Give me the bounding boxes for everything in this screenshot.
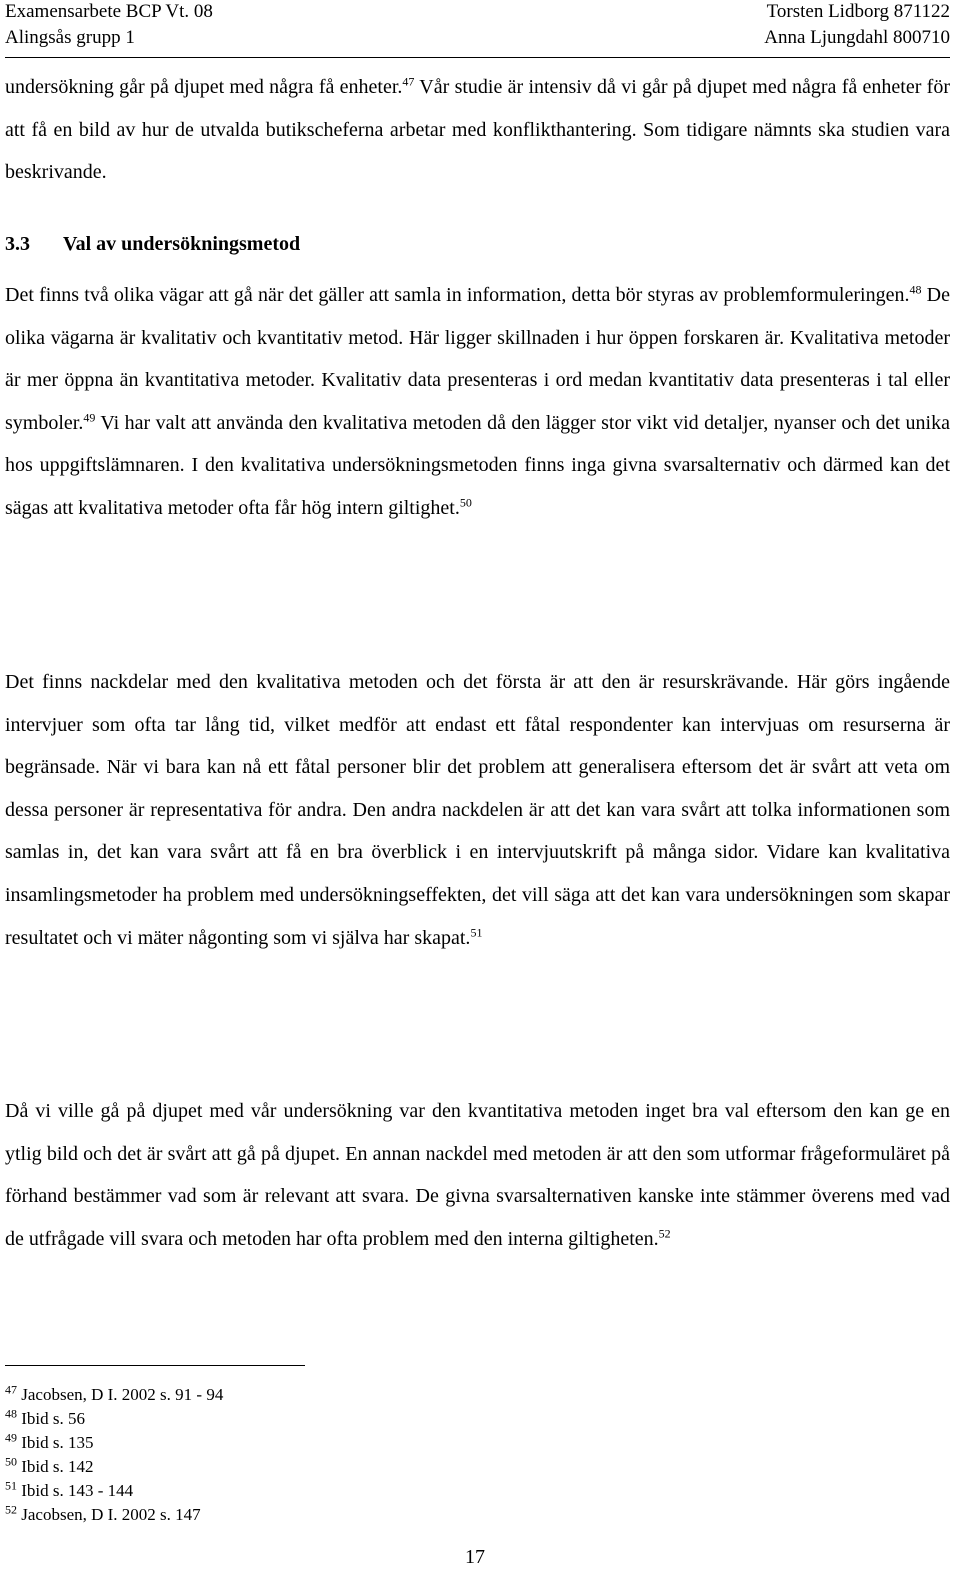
footnote: $^{52}$ Jacobsen, D I. 2002 s. 147 <box>5 1502 201 1524</box>
section-heading <box>5 226 300 262</box>
page-number: 17 <box>465 1546 485 1568</box>
header-divider <box>5 57 950 58</box>
footnote: $^{51}$ Ibid s. 143 - 144 <box>5 1478 134 1500</box>
header-course: Examensarbete BCP Vt. 08 <box>5 1 213 22</box>
paragraph-qualitative-drawbacks <box>5 661 950 959</box>
footnote-ref-48: 48 <box>909 282 922 297</box>
para1-text-1: Det finns två olika vägar att gå när det gäller att samla in information, detta bör styras av problemformuleringen. <box>5 284 910 306</box>
footnote: $^{49}$ Ibid s. 135 <box>5 1430 94 1452</box>
intro-paragraph <box>5 66 950 194</box>
header-author-1: Torsten Lidborg 871122 <box>766 1 950 22</box>
para1-text-2: De olika vägarna är kvalitativ och kvantitativ metod. Här ligger skillnaden i hur öppen forskaren är. Kvalitativa metoder är mer öppna än kvantitativa metoder. Kvalitativ data presenteras i ord medan kvantitativ data presenteras i tal eller symboler. <box>5 284 950 434</box>
intro-text-2: Vår studie är intensiv då vi går på djupet med några få enheter för att få en bild av hur de utvalda butikscheferna arbetar med konflikthantering. Som tidigare nämnts ska studien vara beskrivande. <box>5 76 950 184</box>
footnote-divider <box>5 1365 305 1366</box>
footnotes <box>5 1383 223 1527</box>
para2-text-1: Det finns nackdelar med den kvalitativa metoden och det första är att den är resurskrävande. Här görs ingående intervjuer som ofta tar lång tid, vilket medför att endast ett fåtal respondenter kan intervjuas om resurserna är begränsade. När vi bara kan nå ett fåtal personer blir det problem att generalisera eftersom det är svårt att veta om dessa personer är representativa för andra. Den andra nackdelen är att det kan vara svårt att tolka informationen som samlas in, det kan vara svårt att få en bra överblick i en intervjuutskrift på många sidor. Vidare kan kvalitativa insamlingsmetoder ha problem med undersökningseffekten, det vill säga att det kan vara undersökningen som skapar resultatet och vi mäter någonting som vi själva har skapat. <box>5 671 950 949</box>
para3-text-1: Då vi ville gå på djupet med vår undersökning var den kvantitativa metoden inget bra val eftersom den kan ge en ytlig bild och det är svårt att gå på djupet. En annan nackdel med metoden är att den som utformar frågeformuläret på förhand bestämmer vad som är relevant att svara. De givna svarsalternativen kanske inte stämmer överens med vad de utfrågade vill svara och metoden har ofta problem med den interna giltigheten. <box>5 1100 950 1250</box>
section-title: Val av undersökningsmetod <box>63 233 301 255</box>
header-group: Alingsås grupp 1 <box>5 27 135 48</box>
footnote: $^{47}$ Jacobsen, D I. 2002 s. 91 - 94 <box>5 1382 224 1404</box>
footnote-ref-51: 51 <box>470 924 483 939</box>
footnote-ref-49: 49 <box>83 410 96 425</box>
paragraph-method-choice <box>5 274 950 530</box>
header-author-2: Anna Ljungdahl 800710 <box>764 27 950 48</box>
footnote-ref-52: 52 <box>658 1226 671 1241</box>
paragraph-quantitative-drawbacks <box>5 1090 950 1260</box>
intro-text-1: undersökning går på djupet med några få enheter. <box>5 76 403 98</box>
section-number: 3.3 <box>5 233 30 255</box>
footnote-ref-50: 50 <box>459 495 472 510</box>
footnote: $^{50}$ Ibid s. 142 <box>5 1454 94 1476</box>
footnote: $^{48}$ Ibid s. 56 <box>5 1406 85 1428</box>
para1-text-3: Vi har valt att använda den kvalitativa metoden då den lägger stor vikt vid detaljer, nyanser och det unika hos uppgiftslämnaren. I den kvalitativa undersökningsmetoden finns inga givna svarsalternativ och därmed kan det sägas att kvalitativa metoder ofta får hög intern giltighet. <box>5 411 950 519</box>
footnote-ref-47: 47 <box>402 74 415 89</box>
